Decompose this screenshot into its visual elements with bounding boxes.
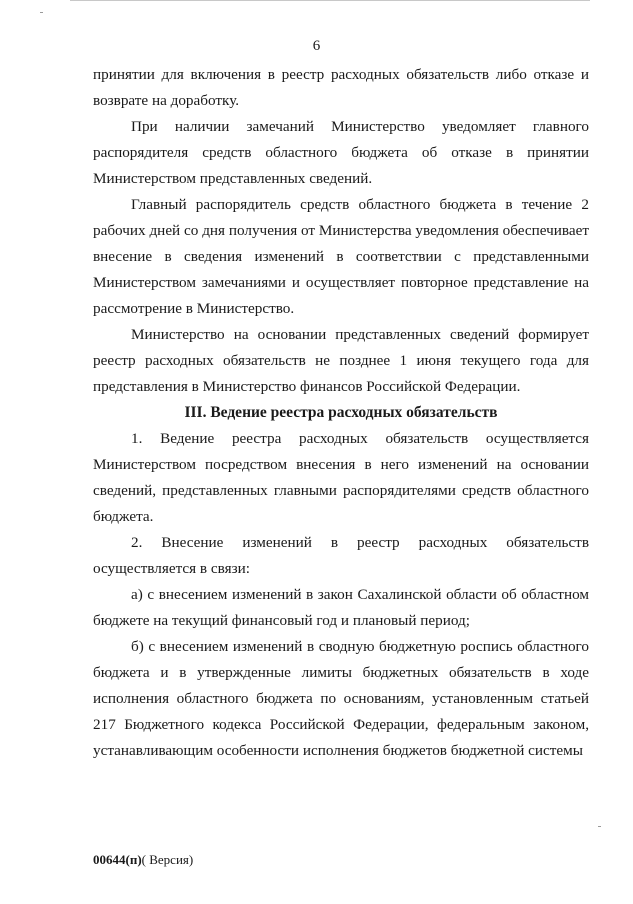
paragraph: принятии для включения в реестр расходных обязательств либо отказе и возврате на доработку. (93, 66, 589, 109)
paragraph: Министерство на основании представленных сведений формирует реестр расходных обязательств не позднее 1 июня текущего года для представления в Министерство финансов Российской Федерации. (93, 326, 589, 395)
scan-edge-line (70, 0, 590, 1)
document-body (93, 62, 589, 764)
section-title: III. Ведение реестра расходных обязательств (184, 404, 498, 421)
paragraph: Главный распорядитель средств областного бюджета в течение 2 рабочих дней со дня получения от Министерства уведомления обеспечивает внесение в сведения изменений в соответствии с представленными Министерством замечаниями и осуществляет повторное представление на рассмотрение в Министерство. (93, 196, 589, 317)
paragraph: При наличии замечаний Министерство уведомляет главного распорядителя средств областного бюджета об отказе в принятии Министерством представленных сведений. (93, 118, 589, 187)
document-code: 00644(п) (93, 852, 142, 867)
scan-speck (40, 12, 43, 13)
paragraph: 1. Ведение реестра расходных обязательств осуществляется Министерством посредством внесения в него изменений на основании сведений, представленных главными распорядителями средств областного бюджета. (93, 430, 589, 525)
scan-speck (598, 826, 601, 827)
paragraph: 2. Внесение изменений в реестр расходных обязательств осуществляется в связи: (93, 534, 589, 577)
paragraph: б) с внесением изменений в сводную бюджетную роспись областного бюджета и в утвержденные лимиты бюджетных обязательств в ходе исполнения областного бюджета по основаниям, установленным статьей 217 Бюджетного кодекса Российской Федерации, федеральным законом, устанавливающим особенности исполнения бюджетов бюджетной системы (93, 638, 589, 759)
document-version: ( Версия) (141, 852, 194, 867)
document-footer (93, 852, 193, 868)
page-number: 6 (312, 38, 321, 54)
paragraph: а) с внесением изменений в закон Сахалинской области об областном бюджете на текущий финансовый год и плановый период; (93, 586, 589, 629)
